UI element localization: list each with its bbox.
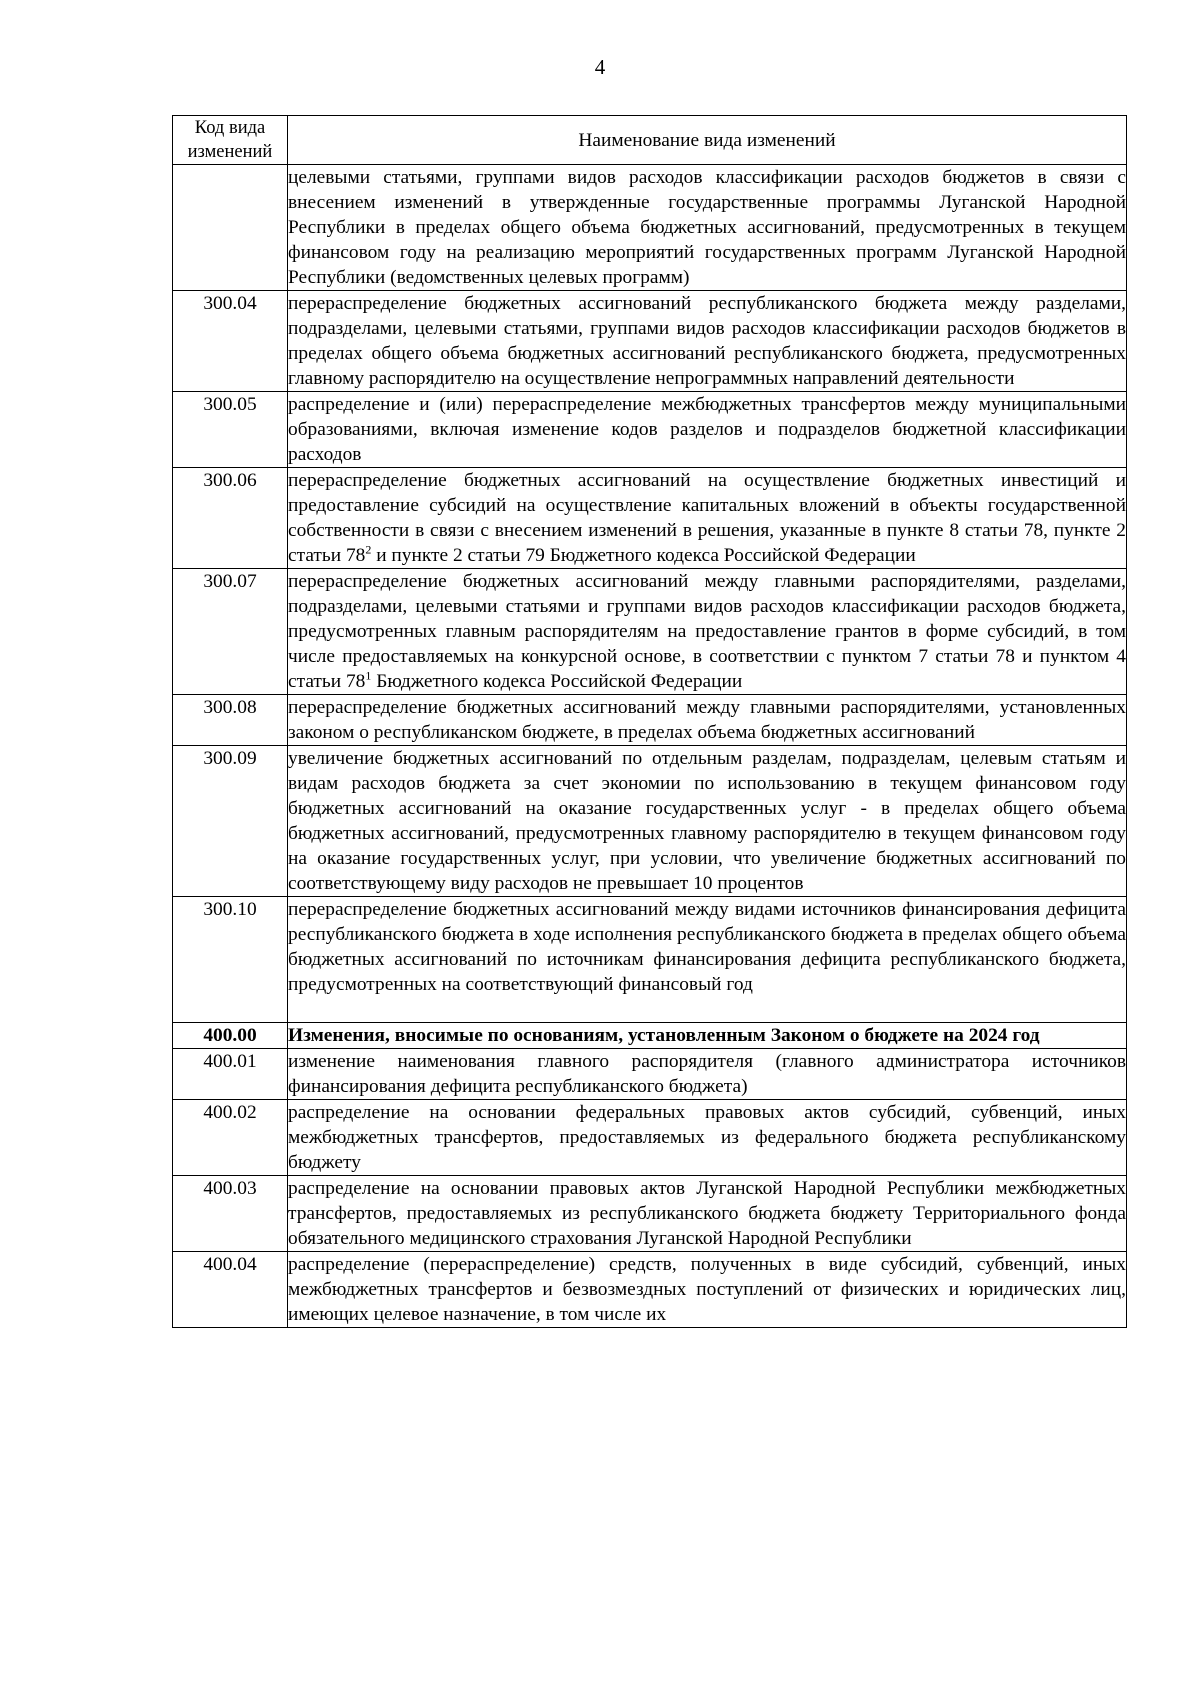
row-description [288,897,1127,1023]
blank-line [288,997,1126,1022]
table-row [173,897,1127,1023]
row-code: 300.08 [173,695,288,746]
table-row [173,1252,1127,1328]
superscript: 1 [365,668,372,683]
table-row [173,1049,1127,1100]
row-code: 400.02 [173,1100,288,1176]
row-description: распределение и (или) перераспределение межбюджетных трансфертов между муниципальными образованиями, включая изменение кодов разделов и подразделов бюджетной классификации расходов [288,392,1127,468]
header-name: Наименование вида изменений [288,116,1127,165]
row-text: перераспределение бюджетных ассигнований между видами источников финансирования дефицита республиканского бюджета в ходе исполнения республиканского бюджета в пределах общего объема бюджетных ассигнований по источникам финансирования дефицита республиканского бюджета, предусмотренных на соответствующий финансовый год [288,899,1126,995]
row-code: 400.00 [173,1023,288,1049]
row-description: распределение (перераспределение) средств, полученных в виде субсидий, субвенций, иных межбюджетных трансфертов и безвозмездных поступлений от физических и юридических лиц, имеющих целевое назначение, в том числе их [288,1252,1127,1328]
table-row [173,569,1127,695]
row-text: перераспределение бюджетных ассигнований между главными распорядителями, разделами, подразделами, целевыми статьями и группами видов расходов классификации расходов бюджета, предусмотренных главным распорядителям на предоставление грантов в форме субсидий, в том числе предоставляемых на конкурсной основе, в соответствии с пунктом 7 статьи 78 и пунктом 4 статьи 78 [288,571,1126,692]
row-code: 300.09 [173,746,288,897]
table-row [173,291,1127,392]
changes-table [172,115,1127,1328]
row-description [288,468,1127,569]
superscript: 2 [365,542,372,557]
row-description: изменение наименования главного распорядителя (главного администратора источников финансирования дефицита республиканского бюджета) [288,1049,1127,1100]
row-code: 300.05 [173,392,288,468]
row-description: перераспределение бюджетных ассигнований между главными распорядителями, установленных законом о республиканском бюджете, в пределах объема бюджетных ассигнований [288,695,1127,746]
row-code: 300.10 [173,897,288,1023]
row-description: перераспределение бюджетных ассигнований республиканского бюджета между разделами, подразделами, целевыми статьями, группами видов расходов классификации расходов бюджетов в пределах общего объема бюджетных ассигнований республиканского бюджета, предусмотренных главному распорядителю на осуществление непрограммных направлений деятельности [288,291,1127,392]
table-row [173,392,1127,468]
row-code: 300.04 [173,291,288,392]
page-number: 4 [594,55,606,79]
row-text: Бюджетного кодекса Российской Федерации [371,671,743,692]
row-code: 400.04 [173,1252,288,1328]
table-row [173,468,1127,569]
row-code: 300.06 [173,468,288,569]
row-code [173,165,288,291]
table-row [173,165,1127,291]
row-text: перераспределение бюджетных ассигнований на осуществление бюджетных инвестиций и предоставление субсидий на осуществление капитальных вложений в объекты государственной собственности в связи с внесением изменений в решения, указанные в пункте 8 статьи 78, пункте 2 статьи 78 [288,470,1126,566]
table-row [173,1176,1127,1252]
table-row [173,695,1127,746]
row-code: 300.07 [173,569,288,695]
row-description: целевыми статьями, группами видов расходов классификации расходов бюджетов в связи с внесением изменений в утвержденные государственные программы Луганской Народной Республики в пределах общего объема бюджетных ассигнований, предусмотренных в текущем финансовом году на реализацию мероприятий государственных программ Луганской Народной Республики (ведомственных целевых программ) [288,165,1127,291]
row-description [288,569,1127,695]
row-description: увеличение бюджетных ассигнований по отдельным разделам, подразделам, целевым статьям и видам расходов бюджета за счет экономии по использованию в текущем финансовом году бюджетных ассигнований на оказание государственных услуг - в пределах общего объема бюджетных ассигнований, предусмотренных главному распорядителю в текущем финансовом году на оказание государственных услуг, при условии, что увеличение бюджетных ассигнований по соответствующему виду расходов не превышает 10 процентов [288,746,1127,897]
table-header-row [173,116,1127,165]
row-description: распределение на основании правовых актов Луганской Народной Республики межбюджетных трансфертов, предоставляемых из республиканского бюджета бюджету Территориального фонда обязательного медицинского страхования Луганской Народной Республики [288,1176,1127,1252]
row-description: распределение на основании федеральных правовых актов субсидий, субвенций, иных межбюджетных трансфертов, предоставляемых из федерального бюджета республиканскому бюджету [288,1100,1127,1176]
header-code: Код вида изменений [173,116,288,165]
table-row [173,746,1127,897]
table-row [173,1100,1127,1176]
row-text: и пункте 2 статьи 79 Бюджетного кодекса Российской Федерации [371,545,916,566]
row-description: Изменения, вносимые по основаниям, установленным Законом о бюджете на 2024 год [288,1023,1127,1049]
row-code: 400.03 [173,1176,288,1252]
table-row-section [173,1023,1127,1049]
row-code: 400.01 [173,1049,288,1100]
